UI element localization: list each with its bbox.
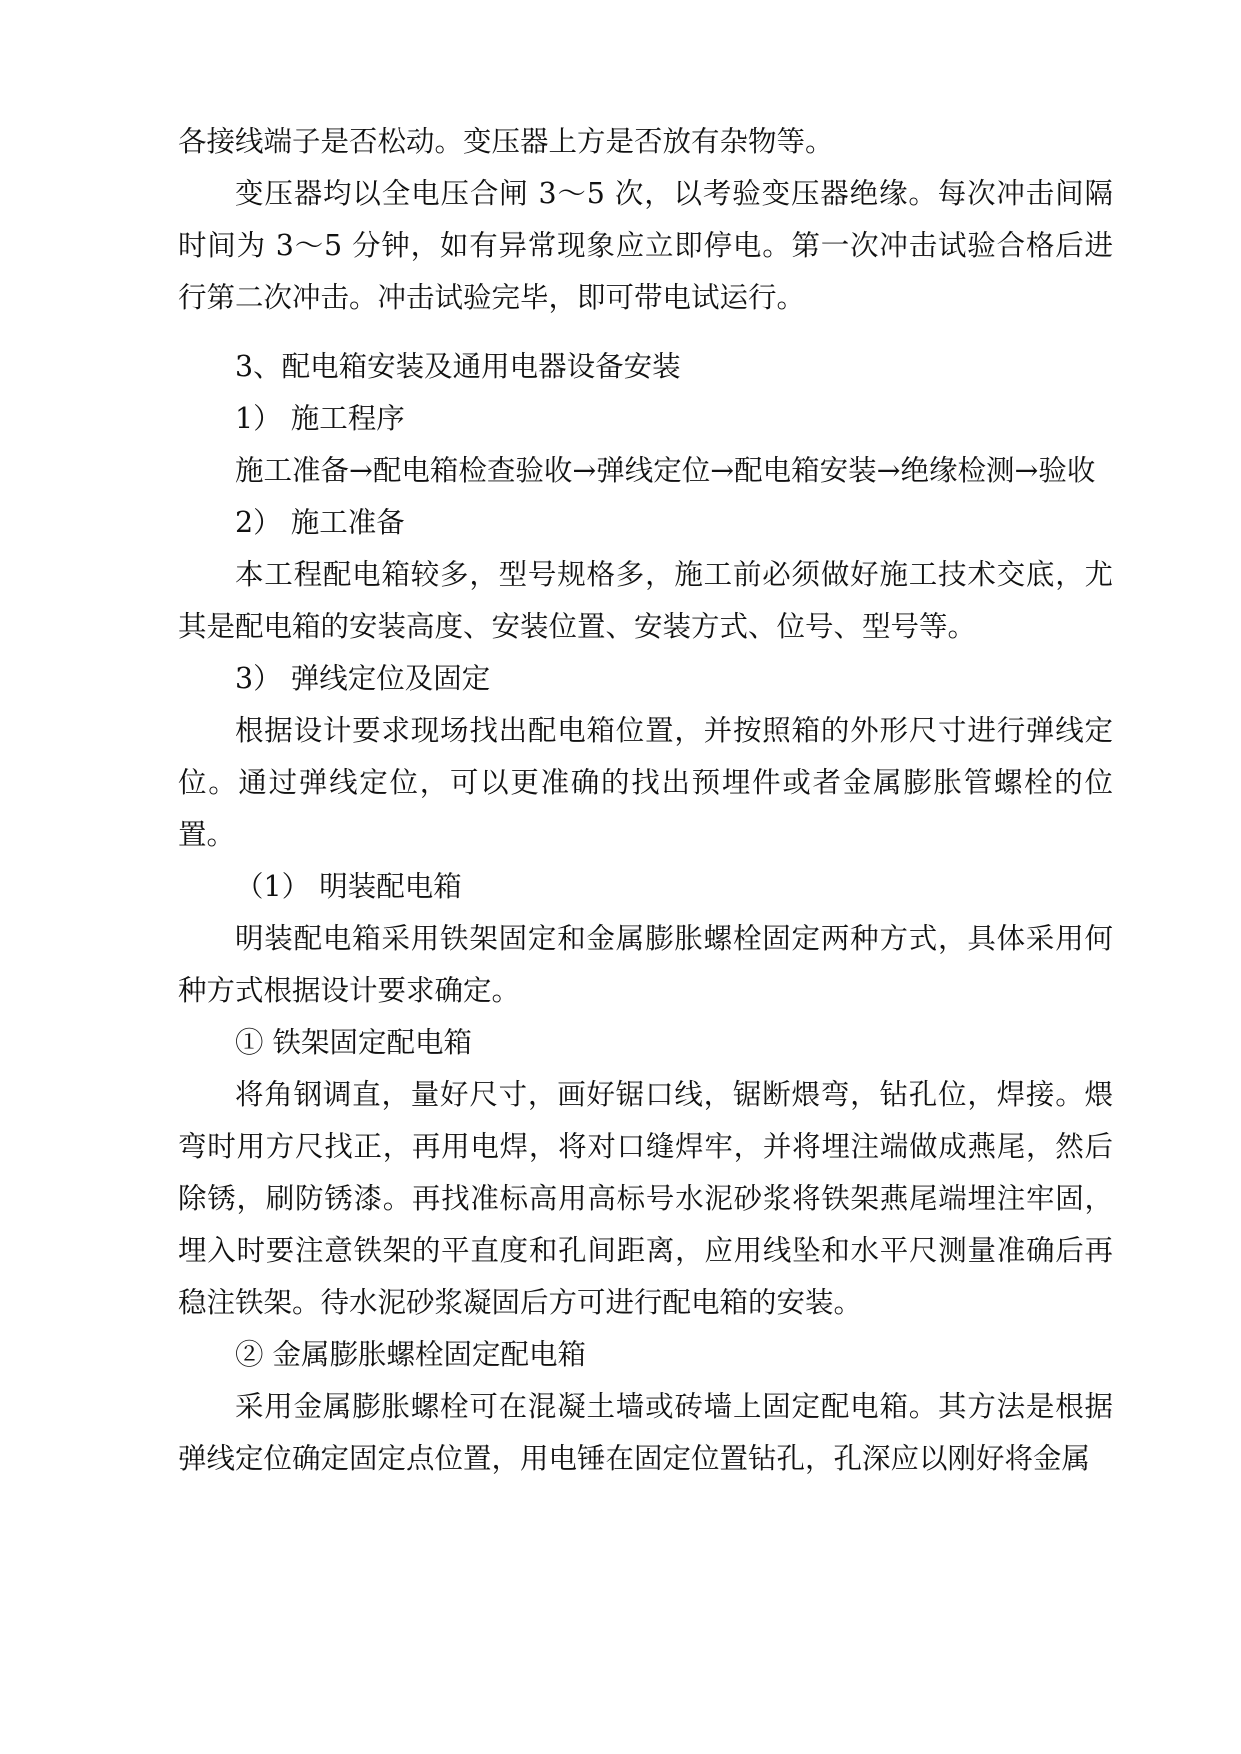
- paragraph-expansion-bolt-fixing: 采用金属膨胀螺栓可在混凝土墙或砖墙上固定配电箱。其方法是根据弹线定位确定固定点位置，用电锤在固定位置钻孔，孔深应以刚好将金属: [178, 1390, 1113, 1475]
- paragraph-preparation: 本工程配电箱较多，型号规格多，施工前必须做好施工技术交底，尤其是配电箱的安装高度、安装位置、安装方式、位号、型号等。: [178, 558, 1113, 643]
- subheading-construction-preparation: 2） 施工准备: [235, 506, 405, 539]
- paragraph-procedure-flow: 施工准备→配电箱检查验收→弹线定位→配电箱安装→绝缘检测→验收: [235, 454, 1096, 487]
- paragraph-transformer-test: 变压器均以全电压合闸 3～5 次，以考验变压器绝缘。每次冲击间隔时间为 3～5 分钟，如有异常现象应立即停电。第一次冲击试验合格后进行第二次冲击。冲击试验完毕，即可带电试运行。: [178, 177, 1113, 314]
- document-body: [178, 116, 1113, 1485]
- subheading-expansion-bolt-fixing: ② 金属膨胀螺栓固定配电箱: [235, 1338, 587, 1371]
- subheading-surface-mounted-box: （1） 明装配电箱: [235, 870, 462, 903]
- section-heading-distribution-box: 3、配电箱安装及通用电器设备安装: [235, 350, 681, 383]
- subheading-construction-procedure: 1） 施工程序: [235, 402, 405, 435]
- subheading-iron-frame-fixing: ① 铁架固定配电箱: [235, 1026, 473, 1059]
- paragraph-continuation: 各接线端子是否松动。变压器上方是否放有杂物等。: [178, 125, 834, 158]
- paragraph-iron-frame-fixing: 将角钢调直，量好尺寸，画好锯口线，锯断煨弯，钻孔位，焊接。煨弯时用方尺找正，再用电焊，将对口缝焊牢，并将埋注端做成燕尾，然后除锈，刷防锈漆。再找准标高用高标号水泥砂浆将铁架燕尾端埋注牢固，埋入时要注意铁架的平直度和孔间距离，应用线坠和水平尺测量准确后再稳注铁架。待水泥砂浆凝固后方可进行配电箱的安装。: [178, 1078, 1113, 1319]
- paragraph-surface-mounted-box: 明装配电箱采用铁架固定和金属膨胀螺栓固定两种方式，具体采用何种方式根据设计要求确定。: [178, 922, 1113, 1007]
- paragraph-line-positioning: 根据设计要求现场找出配电箱位置，并按照箱的外形尺寸进行弹线定位。通过弹线定位，可以更准确的找出预埋件或者金属膨胀管螺栓的位置。: [178, 714, 1113, 851]
- subheading-line-positioning: 3） 弹线定位及固定: [235, 662, 491, 695]
